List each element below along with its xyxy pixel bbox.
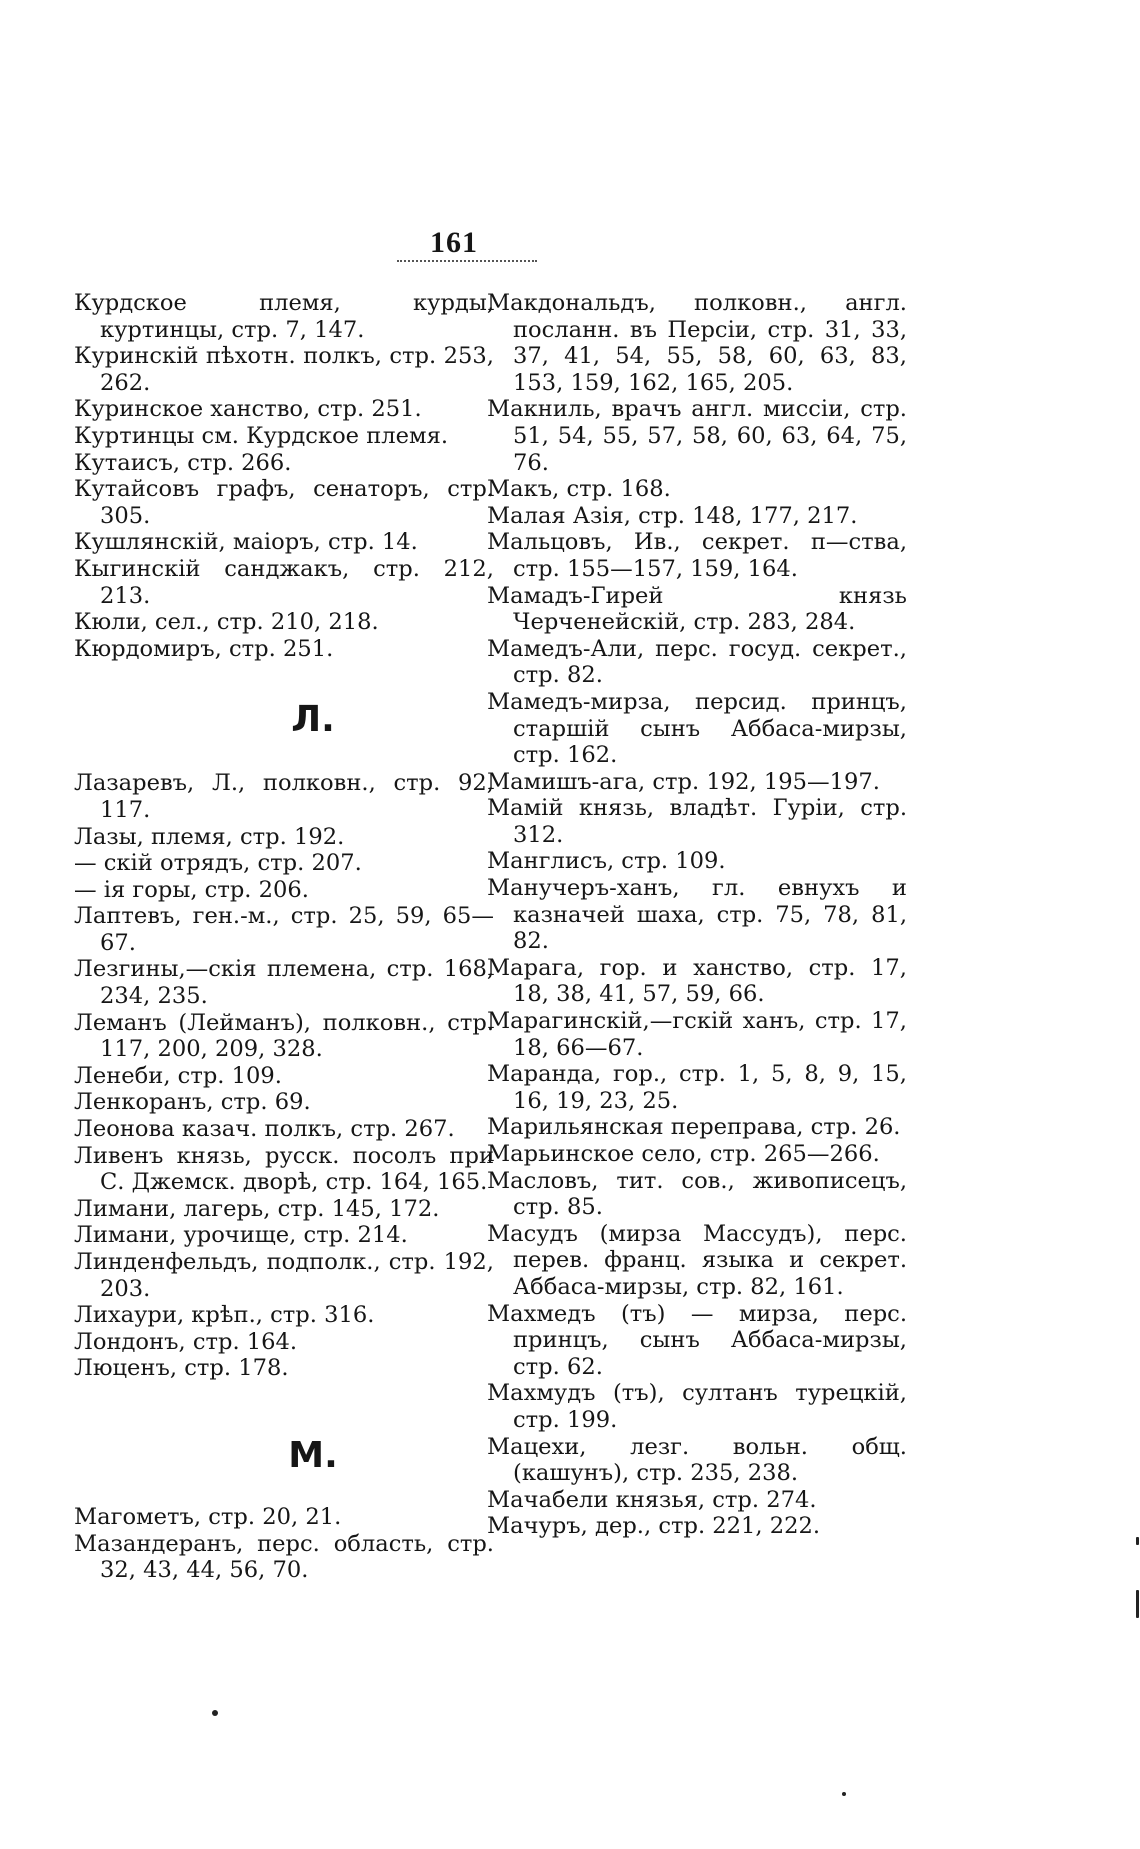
index-entry: Махмедъ (тъ) — мирза, перс. принцъ, сынъ Аббаса-мирзы, стр. 62. [487, 1300, 907, 1380]
index-entry: Куринское ханство, стр. 251. [74, 396, 422, 423]
index-entry: Куртинцы см. Курдское племя. [74, 422, 449, 449]
index-entry: Марага, гор. и ханство, стр. 17, 18, 38, 41, 57, 59, 66. [487, 954, 907, 1008]
index-entry: — скій отрядъ, стр. 207. [74, 850, 362, 877]
index-entry: Масудъ (мирза Массудъ), перс. перев. франц. языка и секрет. Аббаса-мирзы, стр. 82, 161. [487, 1220, 907, 1300]
index-entry: Марагинскій,—гскій ханъ, стр. 17, 18, 66—67. [487, 1008, 907, 1061]
entries-m [74, 1504, 494, 1584]
index-entry: Ливенъ князь, русск. посолъ при С. Джемск. дворѣ, стр. 164, 165. [74, 1142, 494, 1196]
index-entry: Леонова казач. полкъ, стр. 267. [74, 1116, 455, 1143]
index-entry: Кушлянскій, маіоръ, стр. 14. [74, 529, 418, 556]
index-entry: Манучеръ-ханъ, гл. евнухъ и казначей шаха, стр. 75, 78, 81, 82. [487, 875, 907, 955]
index-entry: Лихаури, крѣп., стр. 316. [74, 1302, 375, 1329]
index-entry: Марьинское село, стр. 265—266. [487, 1141, 880, 1167]
index-entry: Куринскій пѣхотн. полкъ, стр. 253, 262. [74, 343, 494, 396]
index-entry: Курдское племя, курды, куртинцы, стр. 7, 147. [74, 290, 494, 343]
index-entry: Кутаисъ, стр. 266. [74, 449, 292, 476]
entries-right [487, 290, 907, 1540]
index-entry: Мамій князь, владѣт. Гуріи, стр. 312. [487, 795, 907, 848]
index-entry: Мазандеранъ, перс. область, стр. 32, 43, 44, 56, 70. [74, 1530, 494, 1584]
index-entry: Мамадъ-Гирей князь Черченейскій, стр. 283, 284. [487, 582, 907, 636]
left-column [74, 290, 494, 1584]
index-entry: Мацехи, лезг. вольн. общ. (кашунъ), стр. 235, 238. [487, 1433, 907, 1487]
section-letter-l: Л. [291, 699, 335, 741]
section-letter-m: М. [288, 1434, 338, 1476]
page-number-ornament [397, 260, 537, 268]
index-entry: Мачуръ, дер., стр. 221, 222. [487, 1513, 821, 1540]
index-entry: Ленеби, стр. 109. [74, 1062, 282, 1089]
ink-spot [1136, 1590, 1139, 1618]
index-entry: Лондонъ, стр. 164. [74, 1328, 298, 1355]
index-entry: Кутайсовъ графъ, сенаторъ, стр. 305. [74, 476, 494, 529]
index-entry: Махмудъ (тъ), султанъ турецкій, стр. 199. [487, 1380, 907, 1433]
ink-spot [842, 1792, 846, 1796]
index-entry: Мамедъ-Али, перс. госуд. секрет., стр. 82. [487, 635, 907, 689]
index-entry: Мальцовъ, Ив., секрет. п—ства, стр. 155—157, 159, 164. [487, 529, 907, 582]
index-entry: Малая Азія, стр. 148, 177, 217. [487, 502, 858, 529]
index-entry: Манглисъ, стр. 109. [487, 848, 726, 875]
right-column [487, 290, 907, 1540]
index-entry: — ія горы, стр. 206. [74, 876, 309, 903]
index-entry: Лимани, урочище, стр. 214. [74, 1222, 408, 1249]
index-entry: Мамишъ-ага, стр. 192, 195—197. [487, 768, 880, 795]
index-entry: Магометъ, стр. 20, 21. [74, 1503, 342, 1530]
ink-spot [212, 1710, 218, 1716]
index-entry: Мачабели князья, стр. 274. [487, 1486, 817, 1513]
index-entry: Лазы, племя, стр. 192. [74, 823, 345, 850]
index-entry: Марильянская переправа, стр. 26. [487, 1114, 901, 1141]
index-entry: Кыгинскій санджакъ, стр. 212, 213. [74, 555, 494, 609]
index-entry: Макъ, стр. 168. [487, 476, 671, 503]
index-entry: Мамедъ-мирза, персид. принцъ, старшій сынъ Аббаса-мирзы, стр. 162. [487, 688, 907, 769]
index-entry: Лаптевъ, ген.-м., стр. 25, 59, 65—67. [74, 903, 494, 956]
index-entry: Макниль, врачъ англ. миссіи, стр. 51, 54, 55, 57, 58, 60, 63, 64, 75, 76. [487, 396, 907, 476]
index-entry: Масловъ, тит. сов., живописецъ, стр. 85. [487, 1167, 907, 1221]
index-entry: Макдональдъ, полковн., англ. посланн. въ Персіи, стр. 31, 33, 37, 41, 54, 55, 58, 60, 63, 83, 153, 159, 162, 165, 205. [487, 290, 907, 396]
ink-spot [1136, 1537, 1139, 1545]
index-entry: Ленкоранъ, стр. 69. [74, 1089, 311, 1116]
index-entry: Маранда, гор., стр. 1, 5, 8, 9, 15, 16, 19, 23, 25. [487, 1061, 907, 1114]
entries-l [74, 770, 494, 1382]
index-entry: Кюли, сел., стр. 210, 218. [74, 609, 379, 636]
index-entry: Кюрдомиръ, стр. 251. [74, 635, 334, 662]
index-entry: Люценъ, стр. 178. [74, 1355, 289, 1382]
index-entry: Лезгины,—скія племена, стр. 168, 234, 235. [74, 956, 494, 1010]
index-entry: Леманъ (Лейманъ), полковн., стр. 117, 200, 209, 328. [74, 1009, 494, 1063]
index-entry: Лазаревъ, Л., полковн., стр. 92, 117. [74, 770, 494, 823]
index-entry: Лимани, лагерь, стр. 145, 172. [74, 1195, 440, 1222]
page-number: 161 [430, 226, 478, 259]
index-entry: Линденфельдъ, подполк., стр. 192, 203. [74, 1249, 494, 1302]
entries-k [74, 290, 494, 662]
